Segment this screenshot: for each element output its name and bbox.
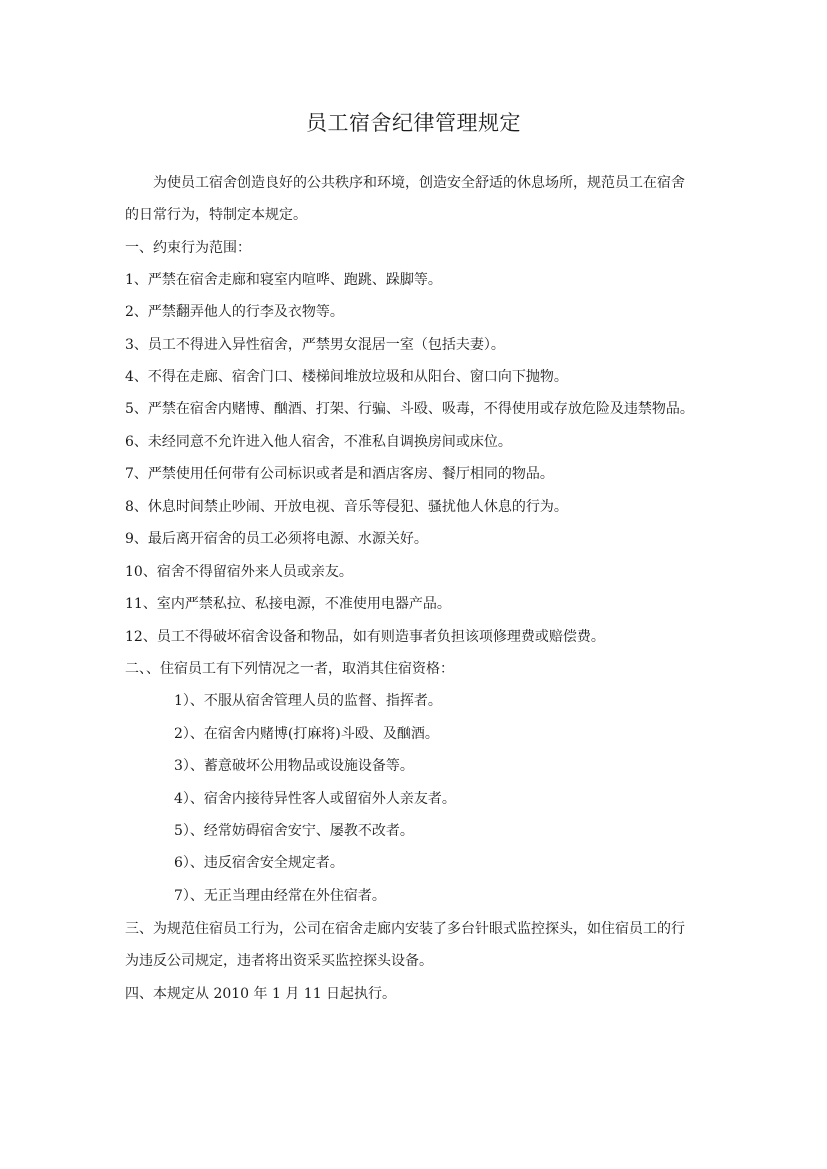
document-title: 员工宿舍纪律管理规定 xyxy=(306,111,521,135)
section-3-line-1: 三、为规范住宿员工行为，公司在宿舍走廊内安装了多台针眼式监控探头，如住宿员工的行 xyxy=(125,921,685,937)
section-1-item: 5、严禁在宿舍内赌博、酗酒、打架、行骗、斗殴、吸毒，不得使用或存放危险及违禁物品。 xyxy=(125,401,694,417)
section-2-item: 3）、蓄意破坏公用物品或设施设备等。 xyxy=(174,758,414,774)
section-1-heading: 一、约束行为范围： xyxy=(125,240,251,256)
section-1-item: 7、严禁使用任何带有公司标识或者是和酒店客房、餐厅相同的物品。 xyxy=(125,466,554,482)
section-1-item: 12、员工不得破坏宿舍设备和物品，如有则造事者负担该项修理费或赔偿费。 xyxy=(125,629,605,645)
section-1-item: 9、最后离开宿舍的员工必须将电源、水源关好。 xyxy=(125,531,428,547)
section-1-item: 8、休息时间禁止吵闹、开放电视、音乐等侵犯、骚扰他人休息的行为。 xyxy=(125,499,568,515)
section-1-item: 11、室内严禁私拉、私接电源，不准使用电器产品。 xyxy=(125,596,451,612)
section-2-heading: 二、、住宿员工有下列情况之一者，取消其住宿资格： xyxy=(125,661,454,677)
section-1-item: 2、严禁翻弄他人的行李及衣物等。 xyxy=(125,304,344,320)
section-2-item: 1）、不服从宿舍管理人员的监督、指挥者。 xyxy=(174,693,442,709)
section-2-item: 6）、违反宿舍安全规定者。 xyxy=(174,855,344,871)
section-3-line-2: 为违反公司规定，违者将出资采买监控探头设备。 xyxy=(125,953,433,969)
section-1-item: 4、不得在走廊、宿舍门口、楼梯间堆放垃圾和从阳台、窗口向下抛物。 xyxy=(125,369,568,385)
intro-paragraph-line-2: 的日常行为，特制定本规定。 xyxy=(125,207,307,223)
section-1-item: 1、严禁在宿舍走廊和寝室内喧哗、跑跳、跺脚等。 xyxy=(125,272,442,288)
section-1-item: 10、宿舍不得留宿外来人员或亲友。 xyxy=(125,564,353,580)
section-4-line: 四、本规定从 2010 年 1 月 11 日起执行。 xyxy=(125,986,397,1002)
section-2-item: 7）、无正当理由经常在外住宿者。 xyxy=(174,888,386,904)
section-1-item: 3、员工不得进入异性宿舍，严禁男女混居一室（包括夫妻）。 xyxy=(125,337,505,353)
intro-paragraph-line-1: 为使员工宿舍创造良好的公共秩序和环境，创造安全舒适的休息场所，规范员工在宿舍 xyxy=(153,175,685,191)
section-2-item: 5）、经常妨碍宿舍安宁、屡教不改者。 xyxy=(174,823,414,839)
section-2-item: 4）、宿舍内接待异性客人或留宿外人亲友者。 xyxy=(174,791,456,807)
section-1-item: 6、未经同意不允许进入他人宿舍，不准私自调换房间或床位。 xyxy=(125,434,512,450)
section-2-item: 2）、在宿舍内赌博(打麻将)斗殴、及酗酒。 xyxy=(174,726,439,742)
